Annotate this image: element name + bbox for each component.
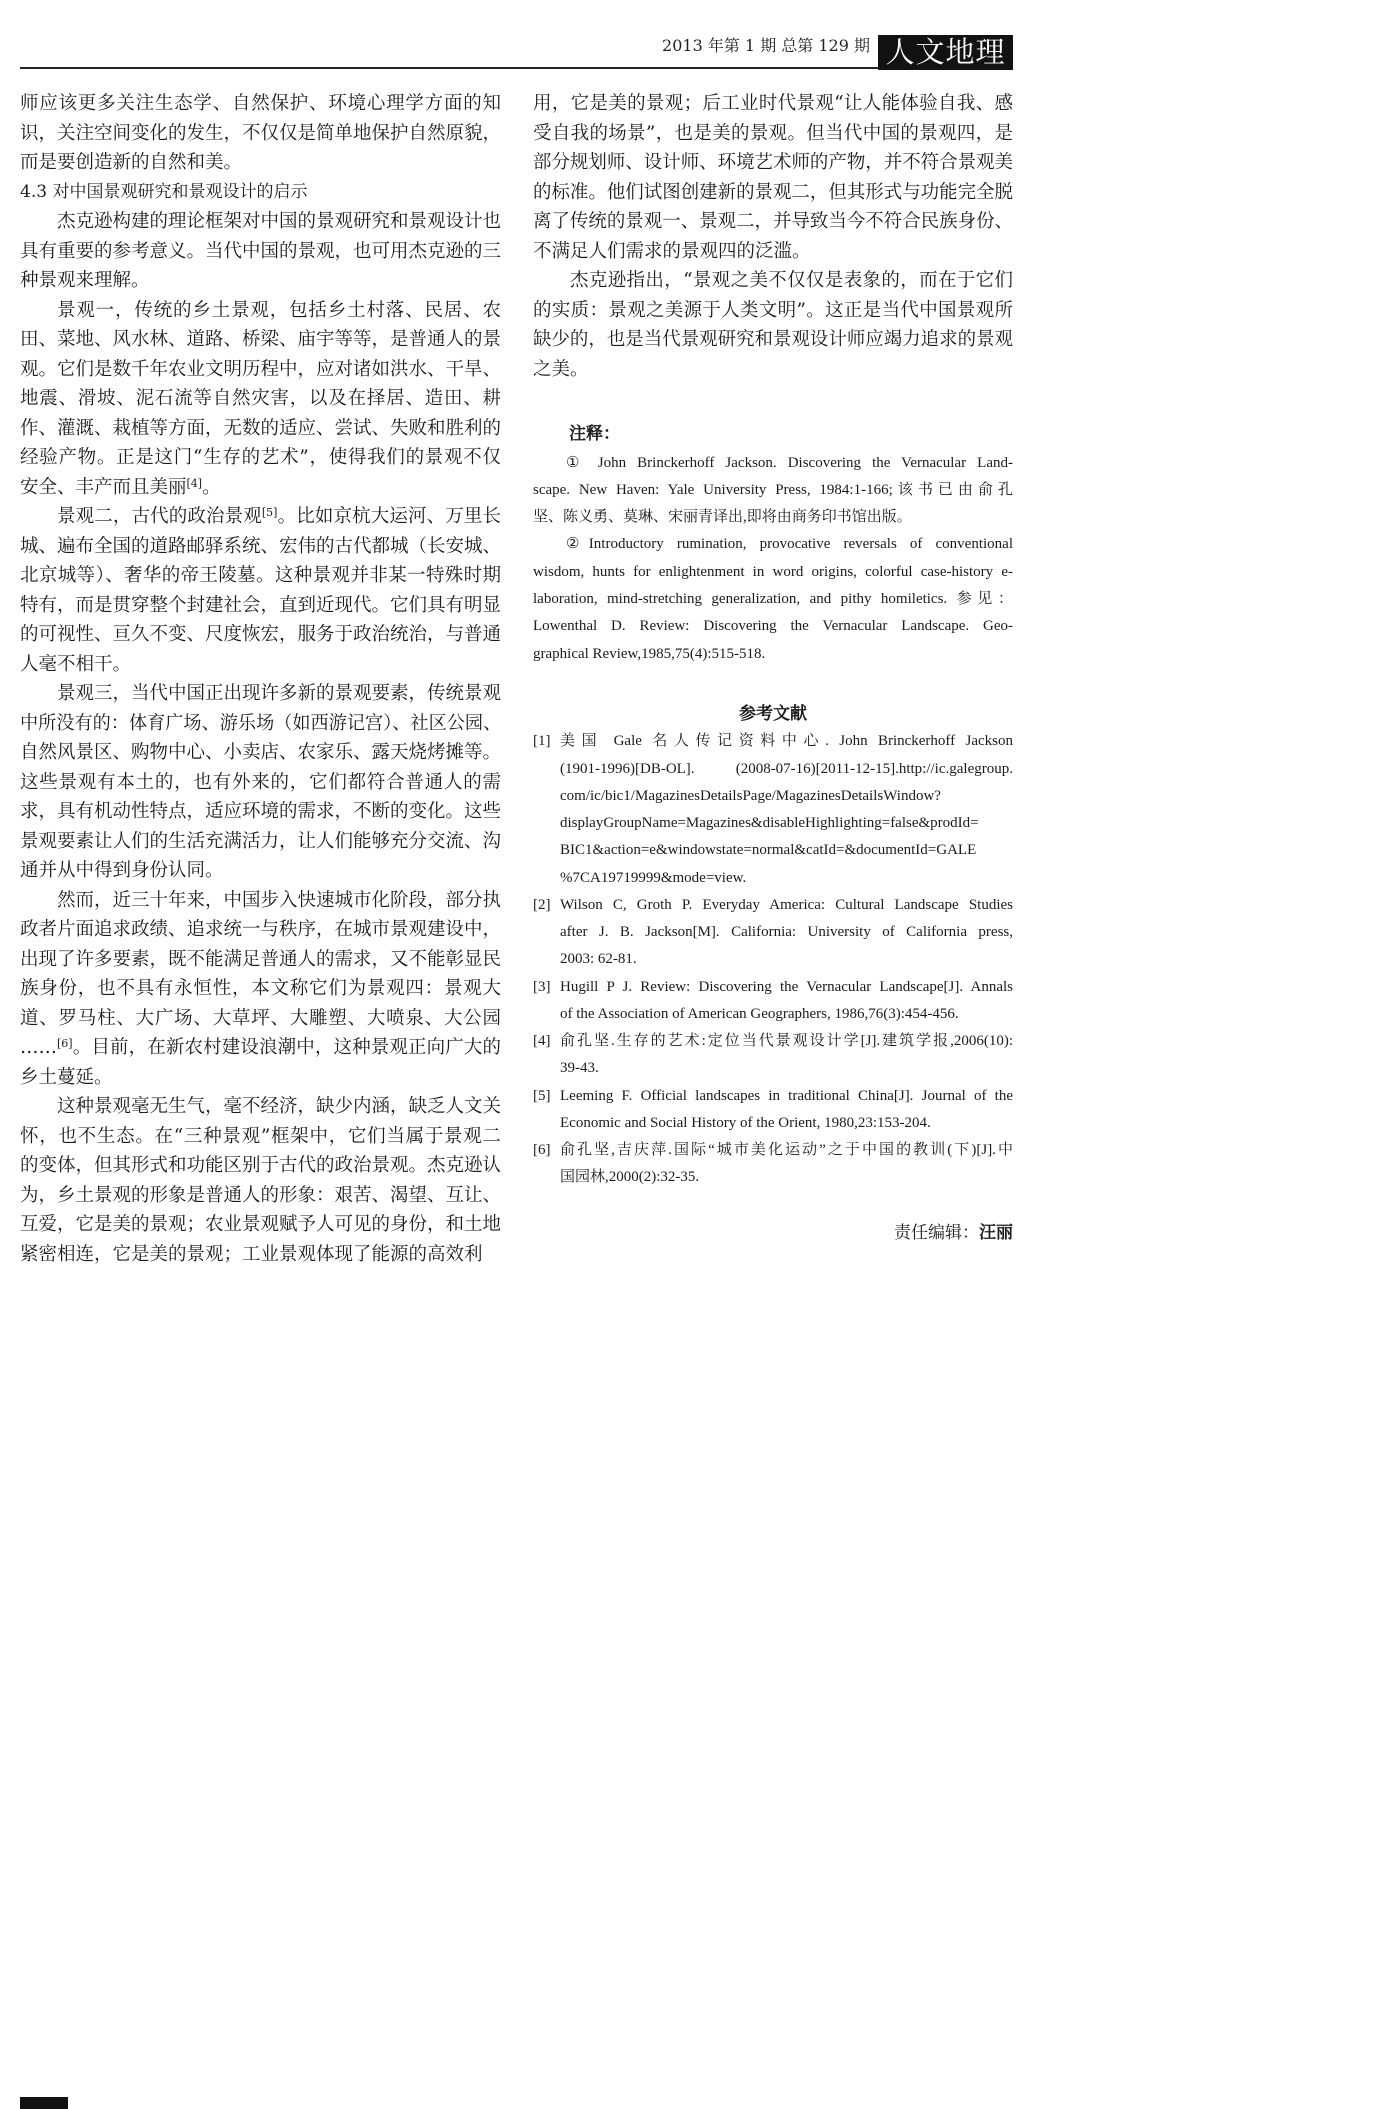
reference-line: (1901-1996)[DB-OL]. (2008-07-16)[2011-12-15].http://ic.galegroup.: [560, 760, 1013, 777]
reference-line: Hugill P J. Review: Discovering the Vernacular Landscape[J]. Annals: [560, 978, 1013, 995]
reference-line: 2003: 62-81.: [560, 951, 637, 968]
reference-line: 俞孔坚.生存的艺术:定位当代景观设计学[J].建筑学报,2006(10):: [560, 1033, 1013, 1050]
editor-label: 责任编辑：: [894, 1223, 979, 1243]
text-run: 。目前，在新农村建设浪潮中，这种景观正向广大的: [72, 1037, 501, 1058]
reference-number: [1]: [533, 733, 551, 750]
text-run: 安全、丰产而且美丽: [20, 476, 187, 498]
body-paragraph: [20, 207, 501, 296]
reference-line: %7CA19719999&mode=view.: [560, 869, 747, 886]
body-paragraph: [533, 89, 1013, 266]
footnote: [533, 531, 1013, 667]
paragraph-line: 景观一，传统的乡土景观，包括乡土村落、民居、农: [57, 299, 501, 321]
body-paragraph: [20, 1092, 501, 1269]
paragraph-line: 用，它是美的景观；后工业时代景观“让人能体验自我、感: [533, 93, 1013, 114]
paragraph-line: 师应该更多关注生态学、自然保护、环境心理学方面的知: [20, 93, 501, 114]
right-column: [533, 89, 1013, 384]
body-paragraph: [20, 679, 501, 886]
paragraph-line: 经验产物。正是这门“生存的艺术”，使得我们的景观不仅: [20, 447, 501, 468]
reference-line: of the Association of American Geographers, 1986,76(3):454-456.: [560, 1005, 959, 1022]
reference-number: [5]: [533, 1087, 551, 1104]
paragraph-line: 互爱，它是美的景观；农业景观赋予人可见的身份，和土地: [20, 1214, 502, 1235]
footnote-line: 坚、陈义勇、莫琳、宋丽青译出,即将由商务印书馆出版。: [533, 509, 912, 526]
reference-line: com/ic/bic1/MagazinesDetailsPage/MagazinesDetailsWindow?: [560, 787, 941, 804]
body-paragraph: [20, 296, 501, 503]
paragraph-line: 缺少的，也是当代景观研究和景观设计师应竭力追求的景观: [533, 329, 1014, 350]
reference-line: Leeming F. Official landscapes in traditional China[J]. Journal of the: [560, 1087, 1013, 1104]
paragraph-line: 道、罗马柱、大广场、大草坪、大雕塑、大喷泉、大公园: [20, 1007, 501, 1029]
paragraph-line: 族身份，也不具有永恒性，本文称它们为景观四：景观大: [20, 978, 501, 999]
editor-credit: [813, 1220, 1013, 1247]
notes-heading: 注释：: [569, 424, 620, 444]
reference-line: after J. B. Jackson[M]. California: University of California press,: [560, 924, 1013, 941]
reference-line: 俞孔坚,吉庆萍.国际“城市美化运动”之于中国的教训(下)[J].中: [560, 1142, 1013, 1159]
paragraph-line: 部分规划师、设计师、环境艺术师的产物，并不符合景观美: [533, 152, 1014, 173]
paragraph-line: 中所没有的：体育广场、游乐场（如西游记宫）、社区公园、: [20, 712, 502, 734]
paragraph-line: 地震、滑坡、泥石流等自然灾害，以及在择居、造田、耕: [20, 388, 501, 409]
paragraph-line: 杰克逊指出，“景观之美不仅仅是表象的，而在于它们: [570, 270, 1013, 291]
text-run: 。比如京杭大运河、万里长: [277, 506, 501, 527]
page-number-tab: [20, 2097, 68, 2109]
footnote-line: wisdom, hunts for enlightenment in word origins, colorful case-history e-: [533, 563, 1013, 580]
paragraph-line: [20, 473, 501, 503]
journal-title-box: 人文地理: [878, 35, 1013, 70]
paragraph-line: 作、灌溉、栽植等方面，无数的适应、尝试、失败和胜利的: [20, 417, 502, 439]
paragraph-line: 北京城等）、奢华的帝王陵墓。这种景观并非某一特殊时期: [20, 565, 501, 586]
paragraph-line: 城、遍布全国的道路邮驿系统、宏伟的古代都城（长安城、: [20, 535, 502, 557]
paragraph-line: 人毫不相干。: [20, 653, 132, 675]
paragraph-line: 田、菜地、风水林、道路、桥梁、庙宇等等，是普通人的景: [20, 329, 502, 350]
reference-line: Economic and Social History of the Orient, 1980,23:153-204.: [560, 1114, 931, 1131]
reference-entry: [533, 1028, 1013, 1083]
body-paragraph: [533, 266, 1013, 384]
reference-line: 国园林,2000(2):32-35.: [560, 1169, 700, 1186]
reference-entry: [533, 1083, 1013, 1138]
paragraph-line: 然而，近三十年来，中国步入快速城市化阶段，部分执: [57, 889, 502, 911]
paragraph-line: 的实质：景观之美源于人类文明”。这正是当代中国景观所: [533, 299, 1013, 321]
paragraph-line: 求，具有机动性特点，适应环境的需求，不断的变化。这些: [20, 801, 502, 822]
paragraph-line: 景观要素让人们的生活充满活力，让人们能够充分交流、沟: [20, 830, 502, 852]
paragraph-line: 识，关注空间变化的发生，不仅仅是简单地保护自然原貌，: [20, 122, 502, 144]
footnote-line: Lowenthal D. Review: Discovering the Vernacular Landscape. Geo-: [533, 618, 1013, 635]
paragraph-line: 不满足人们需求的景观四的泛滥。: [533, 240, 811, 262]
paragraph-line: 离了传统的景观一、景观二，并导致当今不符合民族身份、: [533, 211, 1014, 232]
paragraph-line: 种景观来理解。: [20, 270, 150, 291]
reference-line: 39-43.: [560, 1060, 599, 1077]
paragraph-line: 自然风景区、购物中心、小卖店、农家乐、露天烧烤摊等。: [20, 742, 502, 763]
text-run: ……: [20, 1037, 57, 1058]
reference-line: BIC1&action=e&windowstate=normal&catId=&documentId=GALE: [560, 842, 977, 859]
reference-entry: [533, 728, 1013, 892]
reference-text: [560, 1083, 1013, 1138]
paragraph-line: 这种景观毫无生气，毫不经济，缺少内涵，缺乏人文关: [57, 1096, 502, 1117]
references-list: [533, 728, 1013, 1191]
citation-marker: [5]: [261, 506, 278, 519]
reference-number: [3]: [533, 978, 551, 995]
notes-list: [533, 450, 1013, 668]
paragraph-line: 紧密相连，它是美的景观；工业景观体现了能源的高效利: [20, 1243, 483, 1265]
paragraph-line: 特有，而是贯穿整个封建社会，直到近现代。它们具有明显: [20, 594, 502, 616]
footnote-line: scape. New Haven: Yale University Press, 1984:1-166;该书已由俞孔: [533, 481, 1013, 498]
footnote: [533, 450, 1013, 532]
paragraph-line: [20, 1033, 501, 1063]
reference-text: [560, 728, 1013, 892]
paragraph-line: 而是要创造新的自然和美。: [20, 152, 243, 173]
body-paragraph: [20, 89, 501, 178]
paragraph-line: 景观三，当代中国正出现许多新的景观要素，传统景观: [57, 683, 502, 704]
paragraph-line: 的标准。他们试图创建新的景观二，但其形式与功能完全脱: [533, 181, 1014, 203]
paragraph-line: 观。它们是数千年农业文明历程中，应对诸如洪水、干旱、: [20, 358, 502, 380]
paragraph-line: 的变体，但其形式和功能区别于古代的政治景观。杰克逊认: [20, 1155, 502, 1176]
footnote-line: ① John Brinckerhoff Jackson. Discovering the Vernacular Land-: [566, 454, 1013, 471]
reference-entry: [533, 892, 1013, 974]
reference-number: [6]: [533, 1142, 551, 1159]
paragraph-line: 怀，也不生态。在“三种景观”框架中，它们当属于景观二: [20, 1125, 501, 1147]
reference-entry: [533, 1137, 1013, 1192]
paragraph-line: 出现了许多要素，既不能满足普通人的需求，又不能彰显民: [20, 948, 502, 970]
paragraph-line: 为，乡土景观的形象是普通人的形象：艰苦、渴望、互让、: [20, 1184, 502, 1206]
paragraph-line: 通并从中得到身份认同。: [20, 860, 224, 881]
reference-line: displayGroupName=Magazines&disableHighlighting=false&prodId=: [560, 815, 979, 832]
footnote-line: ②Introductory rumination, provocative reversals of conventional: [566, 536, 1013, 553]
reference-entry: [533, 974, 1013, 1029]
left-column: [20, 89, 501, 1269]
issue-info: 2013 年第 1 期 总第 129 期: [662, 36, 870, 55]
footnote-line: graphical Review,1985,75(4):515-518.: [533, 645, 766, 662]
paragraph-line: 杰克逊构建的理论框架对中国的景观研究和景观设计也: [57, 211, 502, 232]
heading-line: 4.3 对中国景观研究和景观设计的启示: [20, 181, 308, 202]
paragraph-line: 之美。: [533, 358, 589, 380]
text-run: 景观二，古代的政治景观: [57, 506, 262, 527]
paragraph-line: 政者片面追求政绩、追求统一与秩序，在城市景观建设中，: [20, 919, 502, 940]
paragraph-line: 的可视性、亘久不变、尺度恢宏，服务于政治统治，与普通: [20, 624, 502, 645]
paragraph-line: 这些景观有本土的，也有外来的，它们都符合普通人的需: [20, 771, 501, 793]
paragraph-line: 具有重要的参考意义。当代中国的景观，也可用杰克逊的三: [20, 240, 502, 262]
reference-line: 美国 Gale 名人传记资料中心. John Brinckerhoff Jackson: [560, 733, 1013, 750]
body-paragraph: [20, 502, 501, 679]
paragraph-line: 乡土蔓延。: [20, 1066, 113, 1088]
text-run: 。: [202, 476, 221, 498]
paragraph-line: 受自我的场景”，也是美的景观。但当代中国的景观四，是: [533, 122, 1013, 144]
reference-text: [560, 1137, 1013, 1192]
reference-line: Wilson C, Groth P. Everyday America: Cultural Landscape Studies: [560, 896, 1013, 913]
reference-text: [560, 1028, 1013, 1083]
editor-name: 汪丽: [979, 1223, 1013, 1243]
citation-marker: [6]: [57, 1037, 73, 1050]
reference-text: [560, 892, 1013, 974]
reference-number: [4]: [533, 1033, 551, 1050]
reference-text: [560, 974, 1013, 1029]
footnote-line: laboration, mind-stretching generalization, and pithy homiletics. 参见：: [533, 590, 1013, 607]
header-rule: [20, 67, 878, 69]
section-heading: [20, 178, 501, 208]
body-paragraph: [20, 886, 501, 1093]
reference-number: [2]: [533, 896, 551, 913]
citation-marker: [4]: [186, 476, 203, 490]
paragraph-line: [20, 502, 501, 532]
references-heading: 参考文献: [739, 704, 807, 724]
